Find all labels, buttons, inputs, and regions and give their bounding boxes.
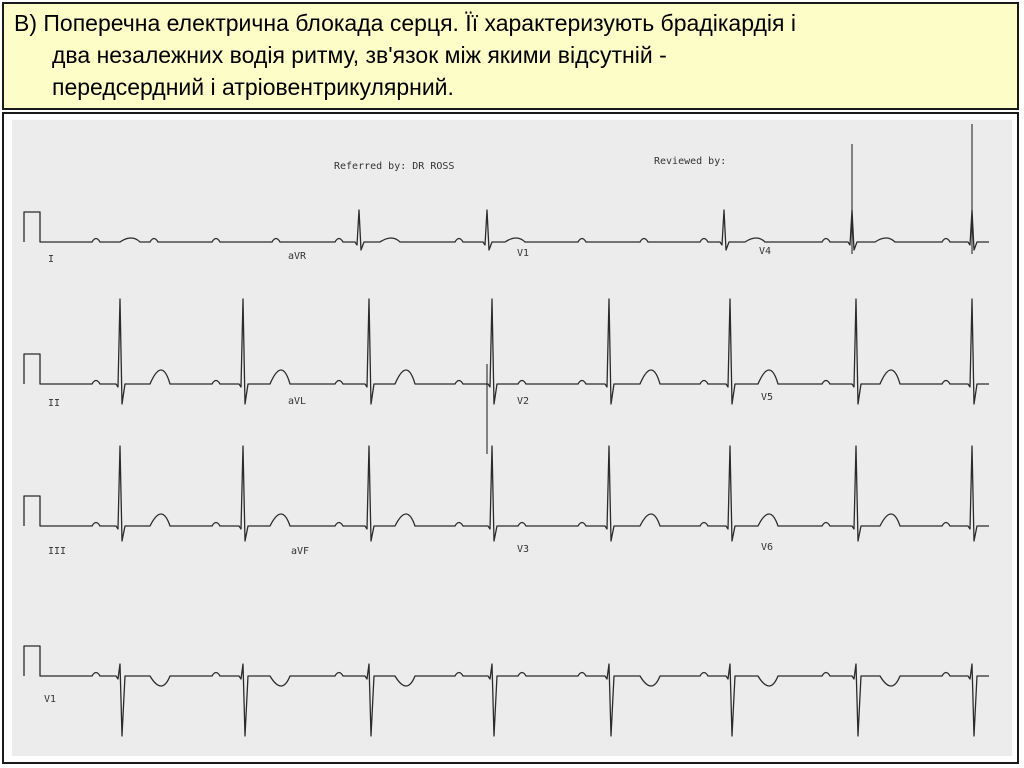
lead-label: V2 — [517, 396, 530, 407]
lead-label: II — [48, 398, 61, 409]
reviewed-by-label: Reviewed by: — [654, 156, 727, 167]
lead-label: V5 — [761, 392, 774, 403]
caption-line-2: два незалежних водія ритму, зв'язок між якими відсутній - — [52, 42, 667, 68]
lead-label: I — [48, 254, 55, 265]
lead-label: aVL — [288, 396, 307, 407]
ecg-paper — [12, 120, 1012, 756]
ecg-strip — [4, 114, 1017, 762]
lead-label: V6 — [761, 542, 774, 553]
lead-label: aVR — [288, 251, 307, 262]
lead-label: V4 — [759, 246, 772, 257]
caption-line-1: В) Поперечна електрична блокада серця. Її характеризують брадікардія і — [14, 10, 796, 36]
lead-label: V1 — [44, 694, 57, 705]
lead-label: aVF — [291, 546, 310, 557]
caption-line-3: передсердний і атріовентрикулярний. — [52, 74, 454, 100]
referred-by-label: Referred by: DR ROSS — [334, 161, 455, 172]
lead-label: V3 — [517, 544, 530, 555]
caption-box — [2, 2, 1019, 110]
ecg-image — [2, 112, 1019, 764]
lead-label: III — [48, 546, 67, 557]
lead-label: V1 — [517, 248, 530, 259]
